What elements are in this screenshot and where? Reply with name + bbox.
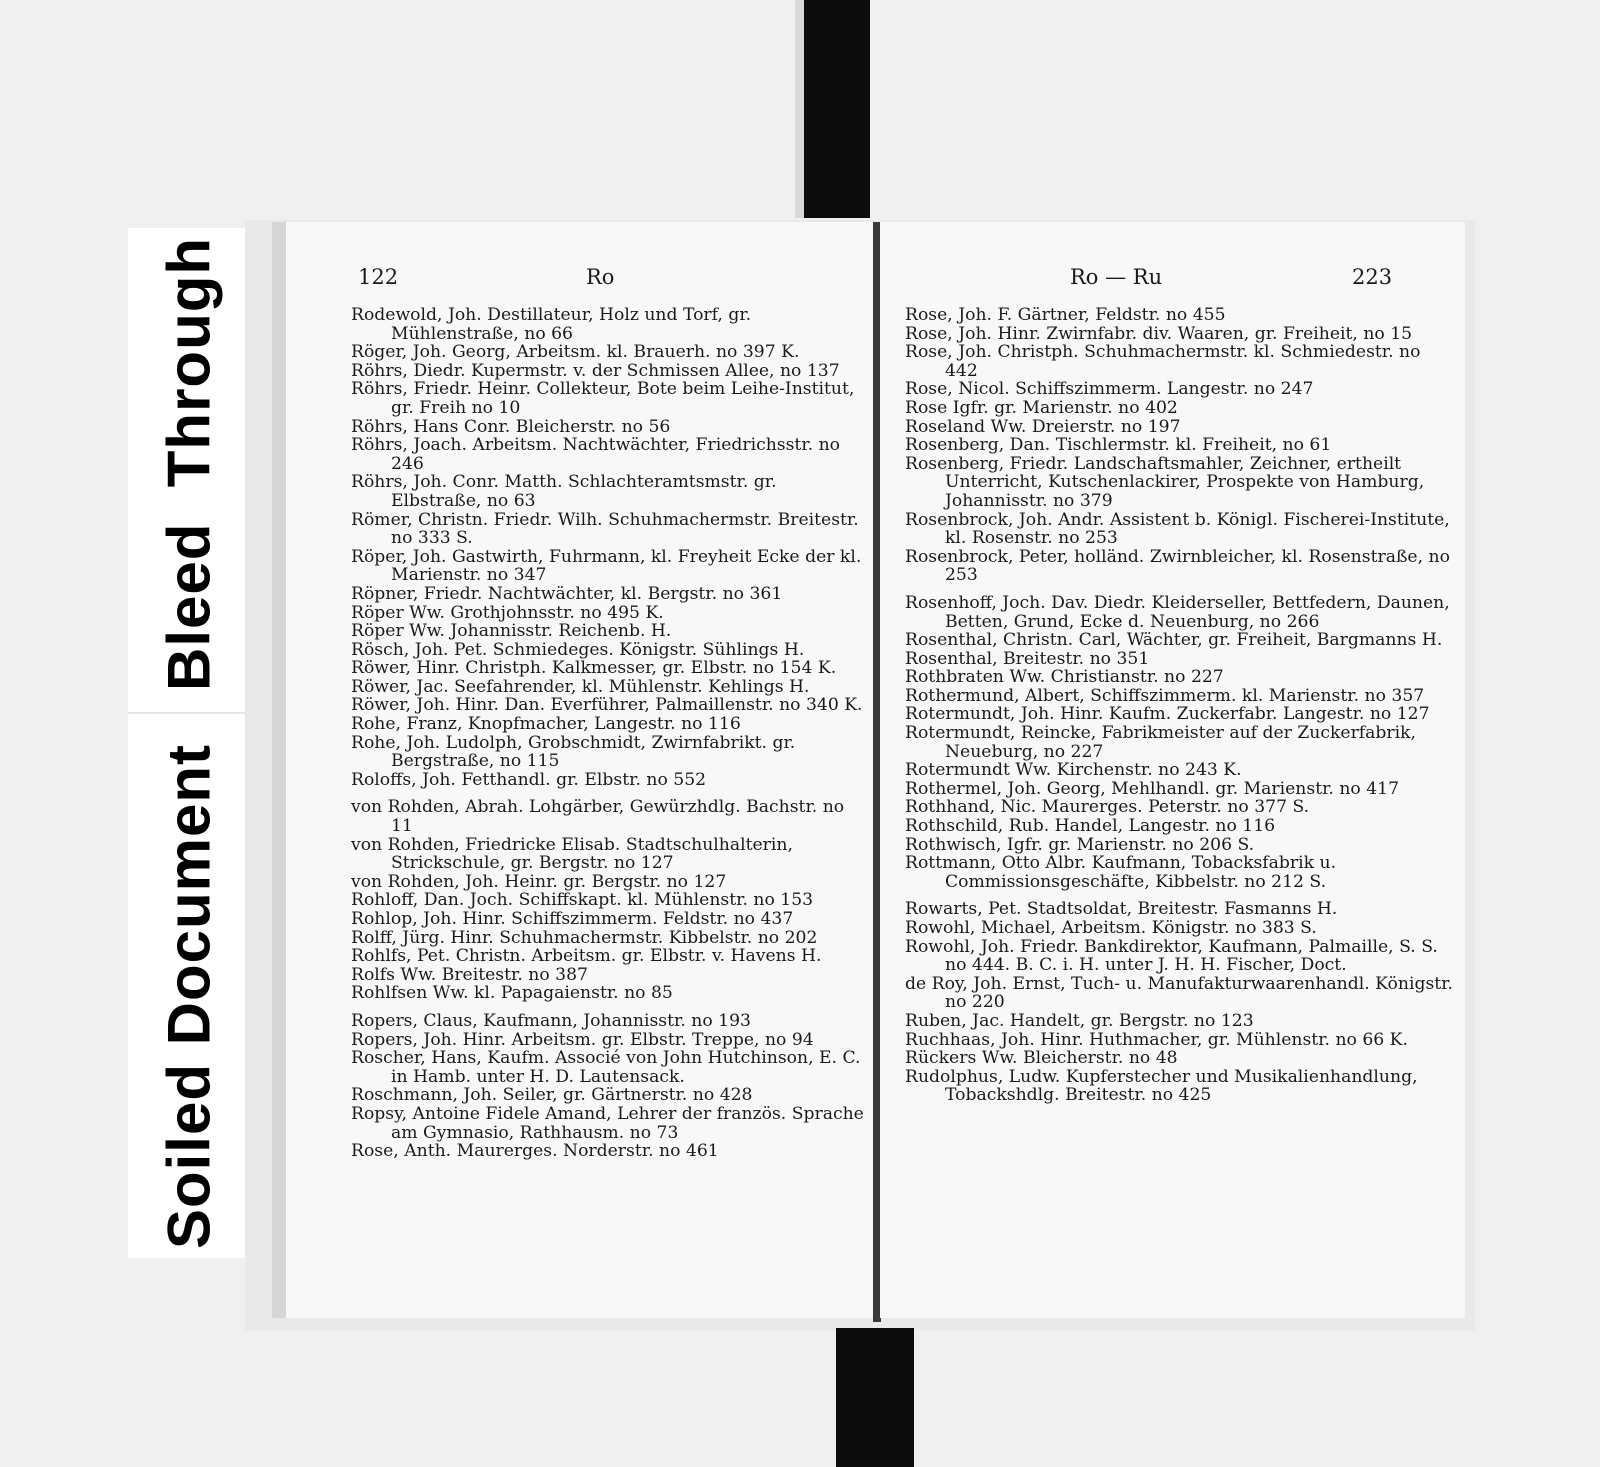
directory-entry: Röper Ww. Grothjohnsstr. no 495 K. — [351, 602, 664, 623]
left-running-head: Ro — [586, 265, 615, 289]
directory-entry: Rose, Anth. Maurerges. Norderstr. no 461 — [351, 1141, 719, 1162]
directory-entry: Rodewold, Joh. Destillateur, Holz und Torf, gr. Mühlenstraße, no 66 — [351, 305, 752, 344]
left-page — [272, 222, 875, 1318]
overlay-label-soiled: Soiled Document — [155, 743, 223, 1250]
directory-entry: Rothermund, Albert, Schiffszimmerm. kl. Marienstr. no 357 — [905, 685, 1425, 706]
binding-tape-top — [804, 0, 870, 218]
directory-entry: Roschmann, Joh. Seiler, gr. Gärtnerstr. no 428 — [351, 1085, 753, 1106]
overlay-label-through: Through — [155, 236, 223, 488]
overlay-label-bleed: Bleed — [155, 522, 223, 691]
directory-entry: Rösch, Joh. Pet. Schmiedeges. Königstr. Sühlings H. — [351, 639, 805, 660]
right-page-number: 223 — [1352, 265, 1393, 289]
right-page — [880, 222, 1465, 1318]
directory-entry: Rotermundt Ww. Kirchenstr. no 243 K. — [905, 760, 1242, 781]
directory-entry: Röger, Joh. Georg, Arbeitsm. kl. Brauerh. no 397 K. — [351, 342, 800, 363]
directory-entry: Rohlop, Joh. Hinr. Schiffszimmerm. Feldstr. no 437 — [351, 909, 794, 929]
directory-entry: von Rohden, Joh. Heinr. gr. Bergstr. no 127 — [351, 871, 727, 892]
right-running-head: Ro — Ru — [1070, 265, 1163, 289]
directory-entry: Röwer, Joh. Hinr. Dan. Everführer, Palmaillenstr. no 340 K. — [351, 695, 863, 716]
directory-entry: de Roy, Joh. Ernst, Tuch- u. Manufakturwaarenhandl. Königstr. no 220 — [905, 973, 1453, 1013]
directory-entry: Rose, Joh. Hinr. Zwirnfabr. div. Waaren, gr. Freiheit, no 15 — [905, 323, 1413, 344]
directory-entry: Röhrs, Friedr. Heinr. Collekteur, Bote beim Leihe-Institut, gr. Freih no 10 — [351, 379, 855, 418]
directory-entry: Römer, Christn. Friedr. Wilh. Schuhmachermstr. Breitestr. no 333 S. — [351, 509, 859, 549]
directory-entry: Rosenbrock, Joh. Andr. Assistent b. Königl. Fischerei-Institute, kl. Rosenstr. no 253 — [905, 509, 1450, 549]
directory-entry: Rowohl, Joh. Friedr. Bankdirektor, Kaufmann, Palmaille, S. S. no 444. B. C. i. H. unter J. H. H. Fischer, Doct. — [905, 936, 1438, 976]
directory-entry: Rowarts, Pet. Stadtsoldat, Breitestr. Fasmanns H. — [905, 899, 1338, 920]
directory-entry: von Rohden, Abrah. Lohgärber, Gewürzhdlg. Bachstr. no 11 — [351, 797, 845, 837]
directory-entry: Rothschild, Rub. Handel, Langestr. no 116 — [905, 816, 1276, 837]
directory-entry: Röhrs, Joach. Arbeitsm. Nachtwächter, Friedrichsstr. no 246 — [351, 435, 840, 474]
directory-entry: Röwer, Jac. Seefahrender, kl. Mühlenstr. Kehlings H. — [351, 676, 810, 697]
directory-entry: Roseland Ww. Dreierstr. no 197 — [905, 416, 1181, 437]
directory-entry: Ropsy, Antoine Fidele Amand, Lehrer der französ. Sprache am Gymnasio, Rathhausm. no 73 — [351, 1103, 864, 1143]
directory-entry: Ruben, Jac. Handelt, gr. Bergstr. no 123 — [905, 1010, 1254, 1031]
directory-entry: Rudolphus, Ludw. Kupferstecher und Musikalienhandlung, Tobackshdlg. Breitestr. no 425 — [905, 1066, 1418, 1106]
directory-entry: Rotermundt, Reincke, Fabrikmeister auf der Zuckerfabrik, Neueburg, no 227 — [905, 723, 1416, 762]
directory-entry: Rosenhoff, Joch. Dav. Diedr. Kleiderseller, Bettfedern, Daunen, Betten, Grund, Ecke d. Neuenburg, no 266 — [905, 592, 1450, 632]
directory-entry: Rosenthal, Breitestr. no 351 — [905, 648, 1150, 669]
directory-entry: Rosenthal, Christn. Carl, Wächter, gr. Freiheit, Bargmanns H. — [905, 630, 1443, 651]
directory-entry: Rohlfsen Ww. kl. Papagaienstr. no 85 — [351, 983, 673, 1004]
left-entry-list — [351, 306, 871, 1161]
directory-entry: Röper Ww. Johannisstr. Reichenb. H. — [351, 621, 672, 642]
directory-entry: Rose Igfr. gr. Marienstr. no 402 — [905, 397, 1178, 418]
directory-entry: Ropers, Joh. Hinr. Arbeitsm. gr. Elbstr. Treppe, no 94 — [351, 1029, 814, 1050]
directory-entry: Roloffs, Joh. Fetthandl. gr. Elbstr. no 552 — [351, 769, 707, 790]
directory-entry: Röhrs, Diedr. Kupermstr. v. der Schmissen Allee, no 137 — [351, 360, 840, 381]
directory-entry: Röper, Joh. Gastwirth, Fuhrmann, kl. Freyheit Ecke der kl. Marienstr. no 347 — [351, 546, 862, 586]
directory-entry: Rothwisch, Igfr. gr. Marienstr. no 206 S. — [905, 834, 1255, 855]
directory-entry: Rohlfs, Pet. Christn. Arbeitsm. gr. Elbstr. v. Havens H. — [351, 946, 822, 967]
directory-entry: Rolfs Ww. Breitestr. no 387 — [351, 964, 588, 985]
directory-entry: Rohe, Franz, Knopfmacher, Langestr. no 116 — [351, 714, 741, 735]
directory-entry: Rose, Joh. F. Gärtner, Feldstr. no 455 — [905, 305, 1226, 325]
directory-entry: Rose, Joh. Christph. Schuhmachermstr. kl. Schmiedestr. no 442 — [905, 342, 1421, 381]
directory-entry: Rosenberg, Friedr. Landschaftsmahler, Zeichner, ertheilt Unterricht, Kutschenlackirer, Prospekte von Hamburg, Johannisstr. no 379 — [905, 453, 1425, 511]
directory-entry: Rohe, Joh. Ludolph, Grobschmidt, Zwirnfabrikt. gr. Bergstraße, no 115 — [351, 732, 796, 772]
directory-entry: Rowohl, Michael, Arbeitsm. Königstr. no 383 S. — [905, 918, 1317, 938]
directory-entry: Rückers Ww. Bleicherstr. no 48 — [905, 1048, 1178, 1069]
directory-entry: Rothbraten Ww. Christianstr. no 227 — [905, 667, 1224, 688]
directory-entry: Rothermel, Joh. Georg, Mehlhandl. gr. Marienstr. no 417 — [905, 778, 1400, 799]
directory-entry: von Rohden, Friedricke Elisab. Stadtschulhalterin, Strickschule, gr. Bergstr. no 127 — [351, 834, 793, 874]
directory-entry: Röhrs, Joh. Conr. Matth. Schlachteramtsmstr. gr. Elbstraße, no 63 — [351, 472, 777, 511]
directory-entry: Rosenbrock, Peter, holländ. Zwirnbleicher, kl. Rosenstraße, no 253 — [905, 546, 1450, 586]
directory-entry: Rolff, Jürg. Hinr. Schuhmachermstr. Kibbelstr. no 202 — [351, 927, 818, 948]
directory-entry: Rose, Nicol. Schiffszimmerm. Langestr. no 247 — [905, 379, 1314, 400]
right-entry-list — [905, 306, 1453, 1105]
binding-tape-bottom — [836, 1328, 914, 1467]
left-page-number: 122 — [358, 265, 399, 289]
overlay-label — [155, 237, 224, 1249]
directory-entry: Ropers, Claus, Kaufmann, Johannisstr. no 193 — [351, 1010, 751, 1031]
directory-entry: Rohloff, Dan. Joch. Schiffskapt. kl. Mühlenstr. no 153 — [351, 890, 814, 911]
directory-entry: Rotermundt, Joh. Hinr. Kaufm. Zuckerfabr. Langestr. no 127 — [905, 704, 1430, 725]
directory-entry: Röwer, Hinr. Christph. Kalkmesser, gr. Elbstr. no 154 K. — [351, 658, 837, 679]
directory-entry: Rottmann, Otto Albr. Kaufmann, Tobacksfabrik u. Commissionsgeschäfte, Kibbelstr. no 212 S. — [905, 853, 1337, 892]
directory-entry: Roscher, Hans, Kaufm. Associé von John Hutchinson, E. C. in Hamb. unter H. D. Lautensack. — [351, 1048, 861, 1087]
directory-entry: Röpner, Friedr. Nachtwächter, kl. Bergstr. no 361 — [351, 583, 783, 604]
directory-entry: Ruchhaas, Joh. Hinr. Huthmacher, gr. Mühlenstr. no 66 K. — [905, 1029, 1408, 1050]
directory-entry: Rothhand, Nic. Maurerges. Peterstr. no 377 S. — [905, 797, 1310, 818]
directory-entry: Röhrs, Hans Conr. Bleicherstr. no 56 — [351, 416, 671, 437]
directory-entry: Rosenberg, Dan. Tischlermstr. kl. Freiheit, no 61 — [905, 435, 1332, 456]
